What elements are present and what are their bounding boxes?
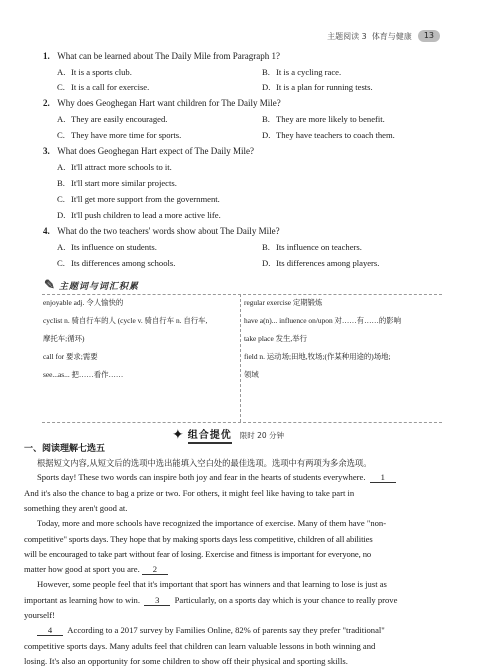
vocab-entry: enjoyable adj. 令人愉快的 — [43, 298, 124, 307]
question-number: 3. — [43, 146, 50, 156]
option-1c[interactable] — [57, 82, 149, 92]
option-letter: A. — [57, 114, 66, 124]
vocab-title-text: 主题词与词汇积累 — [58, 280, 139, 291]
option-text: Its differences among schools. — [71, 258, 176, 268]
vocab-title — [44, 277, 139, 293]
vocab-bottom-divider — [42, 422, 442, 423]
blank-4[interactable]: 4 — [37, 625, 63, 636]
question-text: What do the two teachers' words show about The Daily Mile? — [57, 226, 280, 236]
vocab-entry: have a(n)... influence on/upon 对……有……的影响 — [244, 316, 402, 325]
passage-text: important as learning how to win. — [24, 594, 140, 605]
page-number-badge: 13 — [418, 30, 440, 42]
option-4a[interactable] — [57, 242, 157, 252]
option-text: Its influence on teachers. — [276, 242, 362, 252]
option-text: Its differences among players. — [276, 258, 380, 268]
option-2a[interactable] — [57, 114, 167, 124]
option-2d[interactable] — [262, 130, 395, 140]
passage-text: Particularly, on a sports day which is your chance to really prove — [174, 594, 398, 605]
question-4 — [43, 226, 280, 236]
passage-line: yourself! — [24, 610, 56, 621]
option-4b[interactable] — [262, 242, 362, 252]
time-limit: 限时 20 分钟 — [239, 430, 285, 440]
question-number: 1. — [43, 51, 50, 61]
passage-text: matter how good at sport you are. — [24, 564, 140, 575]
passage-line: competitive" sports days. They hope that by making sports days less competitive, children of all abilities — [24, 533, 373, 544]
passage-line: Today, more and more schools have recognized the importance of exercise. Many of them have "non- — [37, 518, 387, 529]
option-3b[interactable] — [57, 178, 177, 188]
option-1d[interactable] — [262, 82, 373, 92]
option-text: It is a cycling race. — [276, 67, 342, 77]
option-text: Its influence on students. — [71, 242, 157, 252]
banner-title: 组合提优 — [188, 426, 232, 444]
question-text: What does Geoghegan Hart expect of The Daily Mile? — [57, 146, 255, 156]
instructions: 根据短文内容,从短文后的选项中选出能填入空白处的最佳选项。选项中有两项为多余选项。 — [37, 458, 372, 468]
option-3c[interactable] — [57, 194, 220, 204]
question-1 — [43, 51, 280, 61]
option-text: They have more time for sports. — [71, 130, 182, 140]
option-text: They are more likely to benefit. — [276, 114, 385, 124]
vocab-entry: 领域 — [244, 370, 259, 379]
passage-line — [24, 595, 397, 606]
section-banner — [172, 426, 284, 444]
option-letter: A. — [57, 242, 66, 252]
vocab-entry: 摩托车;循环) — [43, 334, 85, 343]
option-3a[interactable] — [57, 162, 172, 172]
option-letter: B. — [262, 242, 270, 252]
vocab-entry: take place 发生,举行 — [244, 334, 308, 343]
option-text: It'll push children to lead a more active life. — [71, 210, 221, 220]
option-3d[interactable] — [57, 210, 221, 220]
passage-line: something they aren't good at. — [24, 502, 128, 513]
option-letter: C. — [57, 194, 65, 204]
vocab-entry: cyclist n. 骑自行车的人 (cycle v. 骑自行车 n. 自行车, — [43, 316, 208, 325]
option-4d[interactable] — [262, 258, 379, 268]
page-header — [327, 30, 440, 42]
passage-text: According to a 2017 survey by Families Online, 82% of parents say they prefer "traditional" — [67, 625, 385, 636]
vocab-entry: regular exercise 定期锻炼 — [244, 298, 323, 307]
option-letter: B. — [262, 67, 270, 77]
vocab-left-column — [43, 294, 207, 384]
option-text: It'll start more similar projects. — [71, 178, 177, 188]
option-text: It is a call for exercise. — [71, 82, 150, 92]
passage-line: will be encouraged to take part without fear of losing. Exercise and fitness is important for everyone, no — [24, 548, 372, 559]
option-4c[interactable] — [57, 258, 175, 268]
passage-line: losing. It's also an opportunity for some children to show off their physical and sporting skills. — [24, 656, 348, 666]
option-letter: C. — [57, 258, 65, 268]
section-title: 一、阅读理解七选五 — [24, 444, 106, 454]
passage-line: However, some people feel that it's important that sport has winners and that learning to lose is just as — [37, 579, 387, 590]
vocab-entry: field n. 运动场;田地,牧场;(作某种用途的)场地; — [244, 352, 391, 361]
option-text: It is a plan for running tests. — [276, 82, 373, 92]
question-text: Why does Geoghegan Hart want children for The Daily Mile? — [57, 98, 281, 108]
passage-text: Sports day! These two words can inspire both joy and fear in the hearts of students everywhere. — [37, 472, 366, 483]
option-text: It is a sports club. — [71, 67, 132, 77]
option-letter: D. — [57, 210, 66, 220]
question-2 — [43, 98, 281, 108]
option-2b[interactable] — [262, 114, 385, 124]
option-letter: A. — [57, 67, 66, 77]
option-letter: C. — [57, 82, 65, 92]
vocab-entry: see...as... 把……看作…… — [43, 370, 124, 379]
passage-line: competitive sports days. Many adults feel that children can learn valuable lessons in both winning and — [24, 640, 376, 651]
sparkle-icon: ✦ — [172, 427, 184, 443]
option-letter: A. — [57, 162, 66, 172]
option-letter: D. — [262, 258, 271, 268]
option-letter: B. — [262, 114, 270, 124]
option-letter: D. — [262, 82, 271, 92]
option-letter: D. — [262, 130, 271, 140]
option-text: They have teachers to coach them. — [276, 130, 395, 140]
option-1a[interactable] — [57, 67, 132, 77]
passage-line — [37, 625, 385, 636]
question-number: 2. — [43, 98, 50, 108]
blank-1[interactable]: 1 — [370, 472, 396, 483]
option-1b[interactable] — [262, 67, 341, 77]
option-text: They are easily encouraged. — [71, 114, 168, 124]
option-text: It'll get more support from the government. — [71, 194, 220, 204]
option-2c[interactable] — [57, 130, 181, 140]
blank-2[interactable]: 2 — [142, 564, 168, 575]
option-letter: B. — [57, 178, 65, 188]
pen-icon: ✎ — [44, 277, 56, 292]
option-letter: C. — [57, 130, 65, 140]
question-3 — [43, 146, 254, 156]
question-text: What can be learned about The Daily Mile from Paragraph 1? — [57, 51, 280, 61]
vocab-entry: call for 要求;需要 — [43, 352, 98, 361]
blank-3[interactable]: 3 — [144, 595, 170, 606]
vocab-right-column — [244, 294, 401, 384]
vocab-column-divider — [240, 294, 241, 422]
option-text: It'll attract more schools to it. — [71, 162, 172, 172]
header-topic: 体育与健康 — [371, 31, 412, 41]
header-section: 主题阅读 3 — [327, 31, 367, 41]
passage-line: And it's also the chance to bag a prize or two. For others, it might feel like having to take part in — [24, 487, 355, 498]
passage-line — [37, 472, 396, 483]
passage-line — [24, 564, 168, 575]
question-number: 4. — [43, 226, 50, 236]
